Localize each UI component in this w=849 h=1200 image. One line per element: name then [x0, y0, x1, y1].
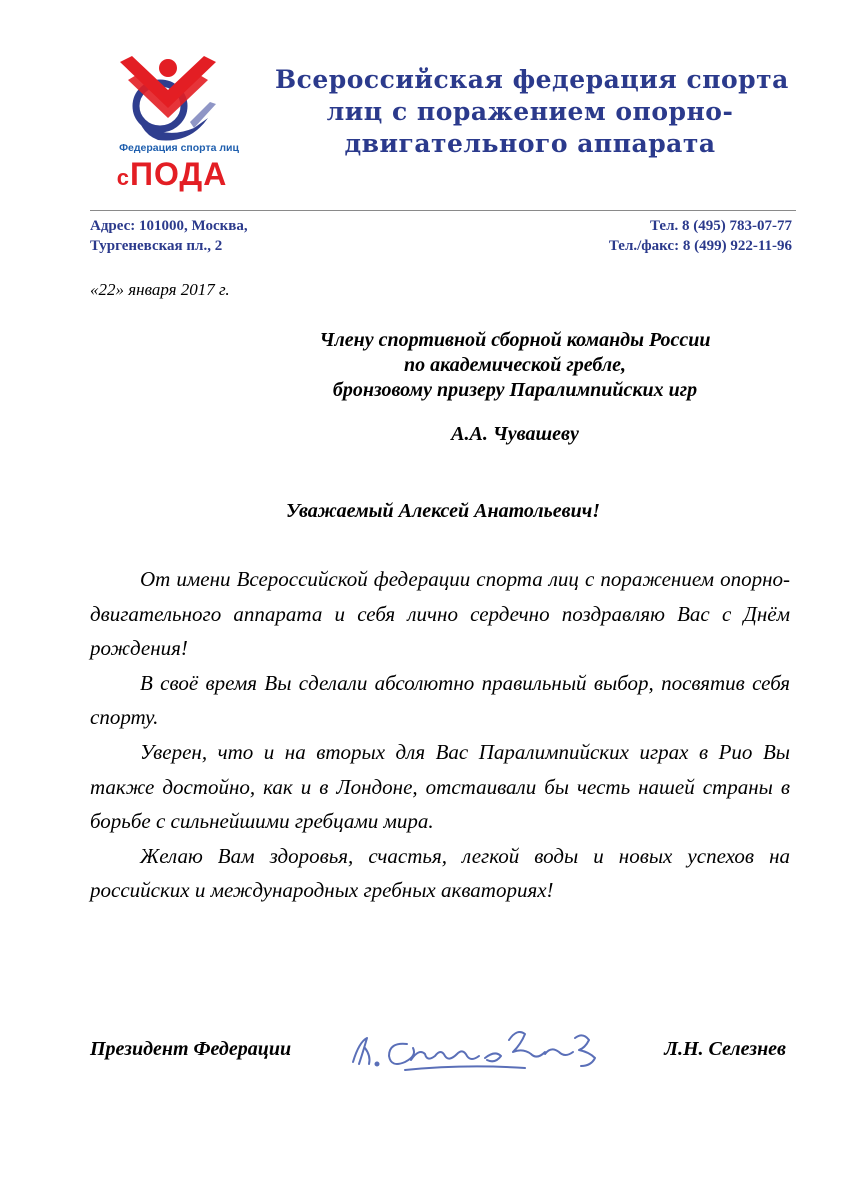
- logo-emblem-icon: [98, 52, 258, 152]
- body-paragraph: Уверен, что и на вторых для Вас Паралимпийских играх в Рио Вы также достойно, как и в Лондоне, отстаивали бы честь нашей страны в борьбе с сильнейшими гребцами мира.: [90, 739, 790, 834]
- organization-title-line: двигательного аппарата: [344, 129, 716, 158]
- logo-abbreviation: [98, 156, 246, 193]
- handwritten-signature-icon: [345, 1018, 615, 1080]
- body-paragraph: Желаю Вам здоровья, счастья, легкой воды и новых успехов на российских и международных гребных акваториях!: [90, 843, 790, 903]
- address-line: Тургеневская пл., 2: [90, 238, 223, 254]
- recipient-line: по академической гребле,: [404, 354, 626, 376]
- organization-title-line: Всероссийская федерация спорта: [275, 65, 789, 94]
- logo-abbr-small: с: [116, 165, 130, 190]
- federation-logo: [98, 52, 258, 197]
- signer-title: Президент Федерации: [90, 1038, 292, 1060]
- recipient-block: [250, 328, 780, 403]
- phone-line: Тел. 8 (495) 783-07-77: [650, 218, 792, 234]
- address-block: [90, 216, 248, 256]
- recipient-name: А.А. Чувашеву: [451, 423, 579, 445]
- recipient-line: Члену спортивной сборной команды России: [319, 329, 711, 351]
- body-paragraph: От имени Всероссийской федерации спорта лиц с поражением опорно-двигательного аппарата и себя лично сердечно поздравляю Вас с Днём рождения!: [90, 567, 790, 661]
- address-line: Адрес: 101000, Москва,: [90, 218, 248, 234]
- signer-name: Л.Н. Селезнев: [664, 1038, 786, 1060]
- letter-body: [90, 562, 790, 908]
- organization-title: [275, 64, 789, 160]
- letter-date: «22» января 2017 г.: [90, 280, 230, 299]
- logo-caption: Федерация спорта лиц: [119, 142, 239, 154]
- phone-block: [609, 216, 792, 256]
- salutation: Уважаемый Алексей Анатольевич!: [286, 500, 600, 522]
- recipient-line: бронзовому призеру Паралимпийских игр: [332, 379, 698, 401]
- header-divider: [90, 210, 796, 211]
- organization-title-line: лиц с поражением опорно-: [326, 97, 734, 126]
- body-paragraph: В своё время Вы сделали абсолютно правильный выбор, посвятив себя спорту.: [90, 670, 790, 730]
- logo-abbr-big: ПОДА: [129, 156, 228, 192]
- phone-line: Тел./факс: 8 (499) 922-11-96: [608, 238, 792, 254]
